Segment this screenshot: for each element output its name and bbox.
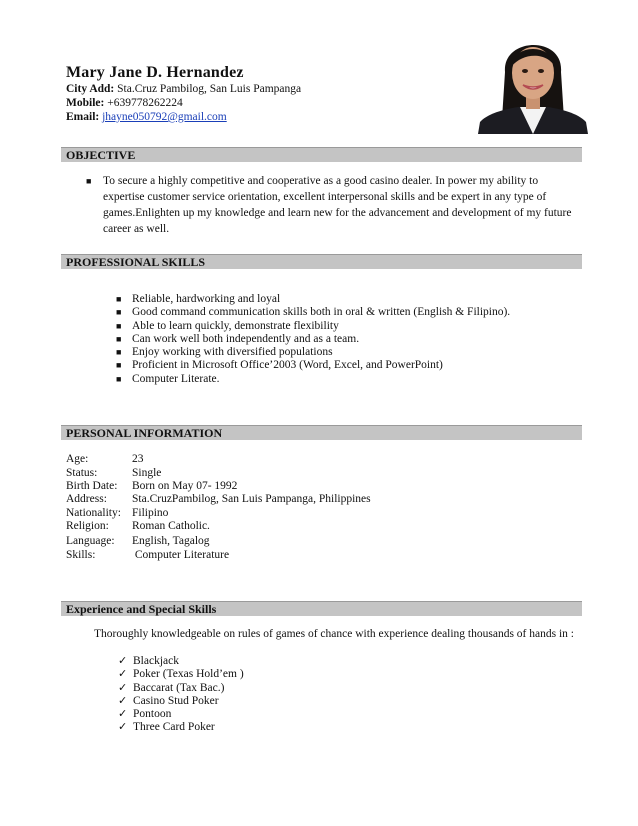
city-address-line [66, 82, 301, 96]
skill-text: Proficient in Microsoft Office’2003 (Word, Excel, and PowerPoint) [132, 359, 443, 372]
professional-skills-list [116, 293, 510, 386]
list-item [116, 373, 510, 386]
checkmark-icon: ✓ [118, 668, 128, 681]
info-label: Skills: [66, 549, 96, 561]
skill-text: Computer Literate. [132, 372, 220, 385]
info-value: Filipino [132, 507, 169, 519]
list-item [116, 359, 510, 372]
info-label: Address: [66, 493, 107, 505]
list-item [116, 333, 510, 346]
info-value: Sta.CruzPambilog, San Luis Pampanga, Philippines [132, 493, 371, 505]
skill-text: Can work well both independently and as a team. [132, 332, 360, 345]
info-row-language [66, 535, 210, 548]
skill-text: Reliable, hardworking and loyal [132, 293, 281, 305]
skill-text: Enjoy working with diversified populations [132, 346, 333, 359]
list-item [118, 668, 244, 681]
square-bullet-icon: ■ [116, 347, 122, 358]
list-item [118, 655, 244, 668]
info-value: Born on May 07- 1992 [132, 480, 238, 492]
mobile-label: Mobile: [66, 97, 105, 109]
info-value: Single [132, 467, 162, 479]
square-bullet-icon: ■ [116, 333, 122, 344]
list-item [118, 682, 244, 695]
info-value: English, Tagalog [132, 535, 210, 547]
info-value: 23 [132, 453, 144, 465]
experience-header: Experience and Special Skills [61, 601, 582, 616]
info-label: Status: [66, 467, 98, 479]
info-row-age [66, 453, 144, 466]
square-bullet-icon: ■ [116, 373, 122, 384]
list-item [116, 320, 510, 333]
list-item [116, 306, 510, 319]
square-bullet-icon: ■ [116, 294, 122, 304]
checkmark-icon: ✓ [118, 721, 128, 734]
email-link[interactable]: jhayne050792@gmail.com [102, 111, 227, 123]
info-row-nationality [66, 507, 168, 520]
objective-header: OBJECTIVE [61, 147, 582, 162]
skill-text: Good command communication skills both in oral & written (English & Filipino). [132, 306, 511, 319]
mobile-line [66, 96, 183, 110]
info-row-address [66, 493, 371, 506]
city-address-value: Sta.Cruz Pambilog, San Luis Pampanga [117, 83, 302, 95]
game-text: Baccarat (Tax Bac.) [133, 681, 225, 694]
square-bullet-icon: ■ [116, 307, 122, 318]
square-bullet-icon: ■ [86, 176, 92, 186]
game-text: Casino Stud Poker [133, 694, 219, 707]
checkmark-icon: ✓ [118, 694, 128, 707]
info-row-religion [66, 520, 210, 533]
mobile-value: +639778262224 [107, 97, 183, 109]
info-row-birth-date [66, 480, 237, 493]
list-item [116, 293, 510, 306]
info-row-skills [66, 549, 229, 562]
info-row-status [66, 467, 161, 480]
list-item [116, 346, 510, 359]
info-label: Nationality: [66, 507, 121, 519]
city-address-label: City Add: [66, 83, 115, 95]
square-bullet-icon: ■ [116, 360, 122, 371]
game-text: Three Card Poker [133, 721, 215, 734]
email-line [66, 110, 227, 124]
applicant-name: Mary Jane D. Hernandez [66, 64, 244, 81]
objective-text: To secure a highly competitive and cooperative as a good casino dealer. In power my ability to expertise customer service orientation, excellent interpersonal skills and be expert in any type of games.Enlighten up my knowledge and learn new for the advancement and development of my future career as well. [103, 175, 572, 235]
professional-skills-header: PROFESSIONAL SKILLS [61, 254, 582, 269]
checkmark-icon: ✓ [118, 708, 128, 721]
game-text: Pontoon [133, 708, 172, 721]
info-label: Language: [66, 535, 115, 547]
personal-information-header: PERSONAL INFORMATION [61, 425, 582, 440]
profile-photo-graphic [478, 27, 588, 134]
game-text: Blackjack [133, 655, 179, 667]
info-value: Computer Literature [132, 549, 230, 561]
game-text: Poker (Texas Hold’em ) [133, 668, 244, 681]
games-list [118, 655, 244, 735]
info-label: Birth Date: [66, 480, 118, 492]
info-label: Religion: [66, 520, 109, 532]
objective-item [75, 173, 575, 237]
square-bullet-icon: ■ [116, 320, 122, 331]
checkmark-icon: ✓ [118, 655, 128, 667]
profile-photo [478, 27, 588, 134]
list-item [118, 721, 244, 734]
list-item [118, 695, 244, 708]
checkmark-icon: ✓ [118, 681, 128, 694]
email-label: Email: [66, 111, 100, 123]
list-item [118, 708, 244, 721]
experience-intro: Thoroughly knowledgeable on rules of games of chance with experience dealing thousands of hands in : [94, 628, 574, 640]
skill-text: Able to learn quickly, demonstrate flexibility [132, 319, 339, 332]
info-value: Roman Catholic. [132, 520, 210, 532]
info-label: Age: [66, 453, 89, 465]
